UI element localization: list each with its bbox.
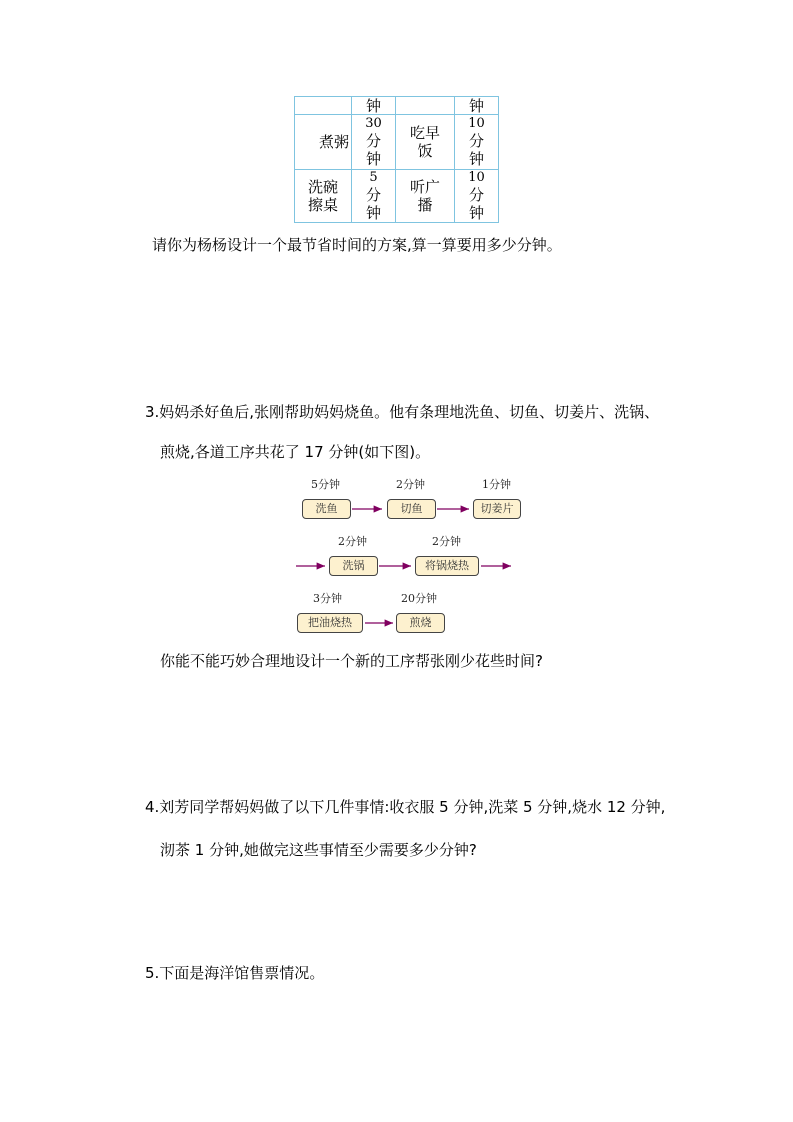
step-duration-label: 20分钟 bbox=[401, 592, 437, 605]
step-box-fry: 煎烧 bbox=[396, 613, 445, 633]
step-duration-label: 5分钟 bbox=[311, 478, 340, 491]
table-header-cell: 钟 bbox=[454, 96, 499, 115]
table-cell-time: 5 分 钟 bbox=[351, 169, 396, 223]
step-box-wash-fish: 洗鱼 bbox=[302, 499, 351, 519]
step-box-wash-wok: 洗锅 bbox=[329, 556, 378, 576]
table-cell-task: 吃早 饭 bbox=[395, 114, 455, 170]
table-cell-task: 听广 播 bbox=[395, 169, 455, 223]
step-duration-label: 2分钟 bbox=[396, 478, 425, 491]
step-box-heat-oil: 把油烧热 bbox=[297, 613, 363, 633]
q3-text-line1: 3.妈妈杀好鱼后,张刚帮助妈妈烧鱼。他有条理地洗鱼、切鱼、切姜片、洗锅、 bbox=[145, 403, 660, 421]
q3-text-line2: 煎烧,各道工序共花了 17 分钟(如下图)。 bbox=[160, 443, 431, 461]
step-box-heat-wok: 将锅烧热 bbox=[415, 556, 479, 576]
table-cell-time: 10 分 钟 bbox=[454, 169, 499, 223]
step-box-cut-fish: 切鱼 bbox=[387, 499, 436, 519]
q3-question: 你能不能巧妙合理地设计一个新的工序帮张刚少花些时间? bbox=[160, 652, 543, 670]
step-duration-label: 1分钟 bbox=[482, 478, 511, 491]
q5-text-line1: 5.下面是海洋馆售票情况。 bbox=[145, 964, 325, 982]
step-duration-label: 2分钟 bbox=[338, 535, 367, 548]
table-cell-task: 煮粥 bbox=[294, 114, 352, 170]
q4-text-line2: 沏茶 1 分钟,她做完这些事情至少需要多少分钟? bbox=[160, 841, 477, 859]
q4-text-line1: 4.刘芳同学帮妈妈做了以下几件事情:收衣服 5 分钟,洗菜 5 分钟,烧水 12 分钟, bbox=[145, 798, 666, 816]
step-duration-label: 3分钟 bbox=[313, 592, 342, 605]
table-cell-task: 洗碗 擦桌 bbox=[294, 169, 352, 223]
table-header-cell: 钟 bbox=[351, 96, 396, 115]
table-cell-time: 30 分 钟 bbox=[351, 114, 396, 170]
step-duration-label: 2分钟 bbox=[432, 535, 461, 548]
q2-prompt: 请你为杨杨设计一个最节省时间的方案,算一算要用多少分钟。 bbox=[152, 236, 562, 254]
step-box-cut-ginger: 切姜片 bbox=[473, 499, 521, 519]
table-cell-time: 10 分 钟 bbox=[454, 114, 499, 170]
